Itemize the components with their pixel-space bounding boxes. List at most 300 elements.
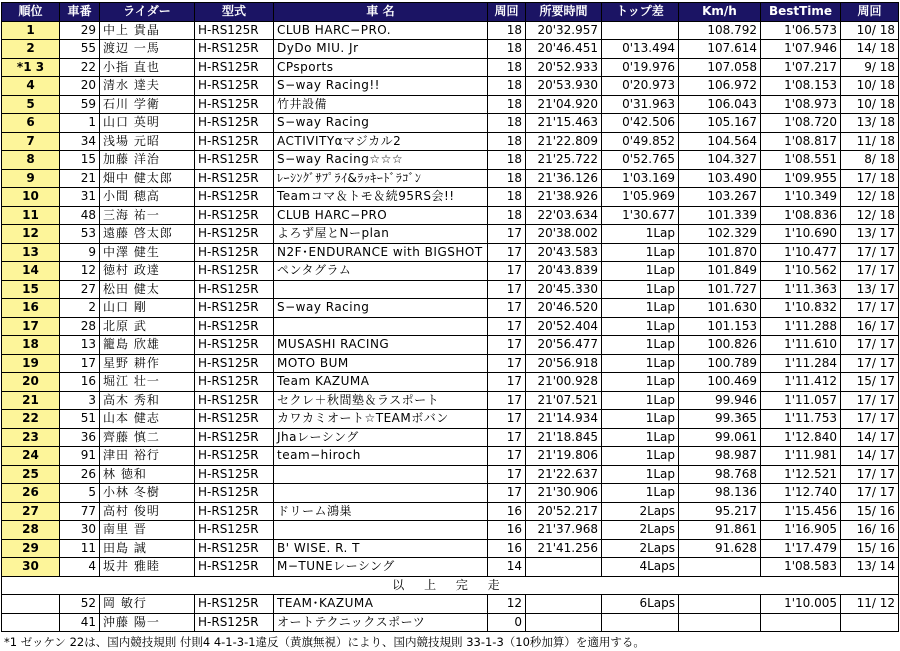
header-number: 車番 [60,3,100,22]
cell-gap: 2Laps [602,539,679,558]
cell-number: 41 [60,613,100,632]
cell-best-time: 1'08.583 [761,558,841,577]
cell-time: 21'07.521 [526,391,602,410]
table-row [2,77,899,96]
cell-gap: 1Lap [602,225,679,244]
cell-number: 9 [60,243,100,262]
cell-rider: 中澤 健生 [100,243,195,262]
cell-model: H-RS125R [195,595,274,614]
cell-best-time: 1'11.610 [761,336,841,355]
cell-best-time: 1'16.905 [761,521,841,540]
cell-model: H-RS125R [195,354,274,373]
cell-model: H-RS125R [195,280,274,299]
cell-rider: 田島 誠 [100,539,195,558]
cell-team: 竹井設備 [274,95,488,114]
cell-speed: 106.972 [679,77,761,96]
cell-best-lap: 17/ 17 [841,354,899,373]
cell-time [526,613,602,632]
cell-best-lap: 13/ 14 [841,558,899,577]
cell-best-lap: 13/ 17 [841,225,899,244]
cell-best-lap: 10/ 18 [841,77,899,96]
cell-best-lap: 17/ 17 [841,299,899,318]
cell-time: 21'18.845 [526,428,602,447]
cell-team: オートテクニックスポーツ [274,613,488,632]
cell-model: H-RS125R [195,262,274,281]
cell-position: 5 [2,95,60,114]
cell-gap: 1Lap [602,354,679,373]
table-row [2,21,899,40]
finishers-separator: 以 上 完 走 [2,576,899,595]
cell-rider: 畑中 健太郎 [100,169,195,188]
cell-number: 91 [60,447,100,466]
table-row [2,40,899,59]
cell-number: 13 [60,336,100,355]
cell-team: DyDo MIU. Jr [274,40,488,59]
cell-team: Team KAZUMA [274,373,488,392]
table-row [2,484,899,503]
cell-position: 7 [2,132,60,151]
cell-rider: 北原 武 [100,317,195,336]
cell-speed: 100.826 [679,336,761,355]
cell-best-lap: 17/ 17 [841,410,899,429]
table-row [2,465,899,484]
cell-best-time: 1'06.573 [761,21,841,40]
cell-best-time: 1'11.753 [761,410,841,429]
cell-position [2,613,60,632]
table-row [2,151,899,170]
cell-laps: 17 [488,391,526,410]
cell-laps: 17 [488,354,526,373]
table-row [2,262,899,281]
cell-gap: 0'31.963 [602,95,679,114]
cell-rider: 小指 直也 [100,58,195,77]
cell-best-lap: 14/ 18 [841,40,899,59]
cell-gap: 4Laps [602,558,679,577]
cell-gap: 0'20.973 [602,77,679,96]
cell-position: 10 [2,188,60,207]
cell-rider: 遠藤 啓太郎 [100,225,195,244]
cell-number: 59 [60,95,100,114]
cell-time [526,558,602,577]
cell-team: カワカミオート☆TEAMボバン [274,410,488,429]
table-row [2,502,899,521]
cell-best-lap: 11/ 18 [841,132,899,151]
cell-gap: 1Lap [602,484,679,503]
cell-model: H-RS125R [195,40,274,59]
cell-best-lap: 10/ 18 [841,95,899,114]
cell-time: 21'15.463 [526,114,602,133]
cell-best-time: 1'11.284 [761,354,841,373]
cell-gap: 6Laps [602,595,679,614]
cell-team [274,521,488,540]
cell-best-lap: 16/ 17 [841,317,899,336]
cell-time: 21'30.906 [526,484,602,503]
cell-model: H-RS125R [195,206,274,225]
table-row [2,521,899,540]
cell-number: 77 [60,502,100,521]
cell-best-time: 1'07.946 [761,40,841,59]
cell-time: 21'04.920 [526,95,602,114]
cell-best-time: 1'11.288 [761,317,841,336]
cell-best-lap: 8/ 18 [841,151,899,170]
cell-number: 21 [60,169,100,188]
cell-speed: 103.267 [679,188,761,207]
cell-speed: 107.058 [679,58,761,77]
cell-model: H-RS125R [195,373,274,392]
cell-speed [679,558,761,577]
cell-time: 21'41.256 [526,539,602,558]
cell-time: 20'32.957 [526,21,602,40]
cell-model: H-RS125R [195,299,274,318]
cell-laps: 18 [488,206,526,225]
cell-time: 21'00.928 [526,373,602,392]
cell-speed: 98.768 [679,465,761,484]
header-gap: トップ差 [602,3,679,22]
cell-position: 21 [2,391,60,410]
cell-time: 20'38.002 [526,225,602,244]
cell-gap: 1Lap [602,299,679,318]
cell-team [274,280,488,299]
cell-number: 12 [60,262,100,281]
header-team: 車 名 [274,3,488,22]
cell-number: 5 [60,484,100,503]
cell-team: Teamコマ＆トモ＆続95RS会!! [274,188,488,207]
cell-model: H-RS125R [195,447,274,466]
cell-best-time: 1'10.005 [761,595,841,614]
cell-number: 36 [60,428,100,447]
results-body [2,21,899,576]
cell-rider: 山本 健志 [100,410,195,429]
table-row [2,280,899,299]
cell-speed: 101.339 [679,206,761,225]
cell-team [274,317,488,336]
cell-speed: 101.153 [679,317,761,336]
cell-best-time: 1'12.521 [761,465,841,484]
cell-speed [679,613,761,632]
cell-rider: 星野 耕作 [100,354,195,373]
table-row [2,613,899,632]
cell-gap: 1Lap [602,280,679,299]
cell-model: H-RS125R [195,410,274,429]
cell-rider: 坂井 雅睦 [100,558,195,577]
cell-best-lap: 15/ 16 [841,539,899,558]
cell-time: 20'45.330 [526,280,602,299]
cell-best-time: 1'12.840 [761,428,841,447]
cell-position: 23 [2,428,60,447]
cell-position: 22 [2,410,60,429]
cell-best-lap: 13/ 18 [841,114,899,133]
cell-speed: 98.136 [679,484,761,503]
table-row [2,58,899,77]
cell-team: CLUB HARC−PRO [274,206,488,225]
cell-laps: 17 [488,317,526,336]
cell-position: 4 [2,77,60,96]
table-row [2,206,899,225]
table-row [2,243,899,262]
cell-model: H-RS125R [195,21,274,40]
cell-time: 21'14.934 [526,410,602,429]
table-row [2,317,899,336]
cell-team: よろず屋とNーplan [274,225,488,244]
table-row [2,132,899,151]
cell-time: 21'22.637 [526,465,602,484]
cell-laps: 18 [488,114,526,133]
cell-laps: 17 [488,465,526,484]
table-row [2,595,899,614]
cell-time: 20'52.217 [526,502,602,521]
cell-time: 20'56.918 [526,354,602,373]
cell-best-lap [841,613,899,632]
cell-number: 1 [60,114,100,133]
cell-number: 27 [60,280,100,299]
table-row [2,169,899,188]
cell-position: 13 [2,243,60,262]
cell-laps: 16 [488,502,526,521]
cell-best-time: 1'08.836 [761,206,841,225]
cell-time: 20'52.404 [526,317,602,336]
cell-team: MOTO BUM [274,354,488,373]
cell-speed: 91.628 [679,539,761,558]
cell-model: H-RS125R [195,391,274,410]
cell-best-lap: 12/ 18 [841,188,899,207]
cell-number: 48 [60,206,100,225]
cell-best-lap: 9/ 18 [841,58,899,77]
cell-position: 24 [2,447,60,466]
cell-rider: 津田 裕行 [100,447,195,466]
separator-body [2,576,899,595]
cell-model: H-RS125R [195,336,274,355]
cell-model: H-RS125R [195,484,274,503]
header-rider: ライダー [100,3,195,22]
cell-team: M−TUNEレーシング [274,558,488,577]
cell-team: B' WISE. R. T [274,539,488,558]
cell-speed: 104.564 [679,132,761,151]
cell-team: S−way Racing [274,299,488,318]
table-row [2,299,899,318]
cell-best-lap: 11/ 12 [841,595,899,614]
cell-position [2,595,60,614]
cell-best-lap: 17/ 17 [841,484,899,503]
cell-speed: 101.727 [679,280,761,299]
cell-gap: 1Lap [602,410,679,429]
cell-model: H-RS125R [195,188,274,207]
cell-team: CLUB HARC−PRO. [274,21,488,40]
cell-speed: 102.329 [679,225,761,244]
cell-team: ペンタグラム [274,262,488,281]
cell-speed: 103.490 [679,169,761,188]
cell-rider: 齊藤 慎二 [100,428,195,447]
cell-best-time: 1'11.981 [761,447,841,466]
cell-position: 26 [2,484,60,503]
cell-best-lap: 14/ 17 [841,447,899,466]
cell-number: 30 [60,521,100,540]
cell-position: *1 3 [2,58,60,77]
cell-laps: 17 [488,447,526,466]
cell-position: 14 [2,262,60,281]
cell-team: S−way Racing☆☆☆ [274,151,488,170]
cell-gap: 0'52.765 [602,151,679,170]
cell-rider: 渡辺 一馬 [100,40,195,59]
cell-best-time: 1'11.057 [761,391,841,410]
cell-rider: 徳村 政達 [100,262,195,281]
cell-position: 18 [2,336,60,355]
cell-position: 28 [2,521,60,540]
cell-rider: 籠島 欣雄 [100,336,195,355]
cell-speed: 108.792 [679,21,761,40]
cell-laps: 18 [488,169,526,188]
table-row [2,391,899,410]
cell-gap: 1'30.677 [602,206,679,225]
cell-best-lap: 15/ 17 [841,373,899,392]
cell-position: 1 [2,21,60,40]
cell-speed: 101.849 [679,262,761,281]
cell-model: H-RS125R [195,465,274,484]
cell-gap: 1Lap [602,465,679,484]
cell-gap: 1Lap [602,428,679,447]
cell-model: H-RS125R [195,558,274,577]
cell-best-time: 1'08.153 [761,77,841,96]
cell-speed: 107.614 [679,40,761,59]
cell-number: 15 [60,151,100,170]
table-row [2,354,899,373]
cell-rider: 三海 祐一 [100,206,195,225]
cell-best-lap: 17/ 17 [841,243,899,262]
cell-speed: 95.217 [679,502,761,521]
header-time: 所要時間 [526,3,602,22]
cell-team: ﾚｰｼﾝｸﾞｻﾌﾟﾗｲ&ﾗｯｷｰﾄﾞﾗｺﾞﾝ [274,169,488,188]
cell-speed [679,595,761,614]
cell-best-time: 1'11.363 [761,280,841,299]
cell-number: 51 [60,410,100,429]
cell-best-time: 1'08.551 [761,151,841,170]
cell-rider: 石川 学衛 [100,95,195,114]
cell-best-lap: 17/ 18 [841,169,899,188]
cell-time: 20'52.933 [526,58,602,77]
table-row [2,336,899,355]
cell-best-time: 1'08.973 [761,95,841,114]
cell-position: 6 [2,114,60,133]
cell-laps: 17 [488,373,526,392]
cell-number: 31 [60,188,100,207]
cell-speed: 106.043 [679,95,761,114]
cell-gap: 1'05.969 [602,188,679,207]
cell-time: 20'56.477 [526,336,602,355]
footnote: *1 ゼッケン 22は、国内競技規則 付則4 4-1-3-1違反（黄旗無視）により、国内競技規則 33-1-3（10秒加算）を適用する。 [4,635,645,649]
cell-model: H-RS125R [195,521,274,540]
cell-laps: 18 [488,58,526,77]
cell-number: 34 [60,132,100,151]
table-row [2,225,899,244]
cell-best-time: 1'08.817 [761,132,841,151]
cell-number: 53 [60,225,100,244]
cell-gap: 1Lap [602,391,679,410]
cell-position: 15 [2,280,60,299]
cell-speed: 99.946 [679,391,761,410]
cell-team: S−way Racing [274,114,488,133]
cell-team: CPsports [274,58,488,77]
cell-rider: 林 徳和 [100,465,195,484]
cell-team: ドリーム鴻巣 [274,502,488,521]
results-table-container [1,2,899,632]
cell-position: 27 [2,502,60,521]
cell-laps: 17 [488,484,526,503]
cell-speed: 91.861 [679,521,761,540]
cell-number: 3 [60,391,100,410]
cell-laps: 18 [488,77,526,96]
header-position: 順位 [2,3,60,22]
cell-model: H-RS125R [195,114,274,133]
cell-speed: 100.789 [679,354,761,373]
cell-best-time: 1'07.217 [761,58,841,77]
cell-position: 29 [2,539,60,558]
cell-position: 20 [2,373,60,392]
cell-number: 11 [60,539,100,558]
cell-laps: 17 [488,299,526,318]
cell-laps: 17 [488,262,526,281]
cell-gap: 1Lap [602,243,679,262]
cell-position: 16 [2,299,60,318]
cell-gap: 0'13.494 [602,40,679,59]
cell-number: 55 [60,40,100,59]
cell-position: 9 [2,169,60,188]
cell-team: Jhaレーシング [274,428,488,447]
cell-laps: 14 [488,558,526,577]
cell-laps: 17 [488,280,526,299]
cell-laps: 12 [488,595,526,614]
cell-rider: 清水 達夫 [100,77,195,96]
cell-position: 17 [2,317,60,336]
cell-number: 17 [60,354,100,373]
cell-best-time: 1'08.720 [761,114,841,133]
cell-number: 29 [60,21,100,40]
cell-best-time: 1'15.456 [761,502,841,521]
header-best-lap: 周回 [841,3,899,22]
cell-laps: 17 [488,243,526,262]
cell-time: 21'22.809 [526,132,602,151]
table-row [2,373,899,392]
cell-rider: 高村 俊明 [100,502,195,521]
cell-number: 26 [60,465,100,484]
cell-laps: 17 [488,225,526,244]
cell-position: 30 [2,558,60,577]
results-table [1,2,899,632]
cell-time [526,595,602,614]
table-row [2,428,899,447]
table-row [2,447,899,466]
cell-laps: 16 [488,521,526,540]
cell-best-time: 1'12.740 [761,484,841,503]
cell-number: 22 [60,58,100,77]
header-model: 型式 [195,3,274,22]
cell-number: 52 [60,595,100,614]
cell-best-lap: 15/ 16 [841,502,899,521]
cell-model: H-RS125R [195,502,274,521]
cell-time: 21'19.806 [526,447,602,466]
cell-gap: 2Laps [602,521,679,540]
cell-team [274,465,488,484]
cell-speed: 98.987 [679,447,761,466]
cell-best-time [761,613,841,632]
cell-number: 2 [60,299,100,318]
table-row [2,95,899,114]
cell-gap: 1Lap [602,262,679,281]
table-row [2,114,899,133]
header-speed: Km/h [679,3,761,22]
cell-position: 8 [2,151,60,170]
cell-laps: 18 [488,40,526,59]
cell-best-time: 1'10.562 [761,262,841,281]
cell-best-time: 1'10.832 [761,299,841,318]
